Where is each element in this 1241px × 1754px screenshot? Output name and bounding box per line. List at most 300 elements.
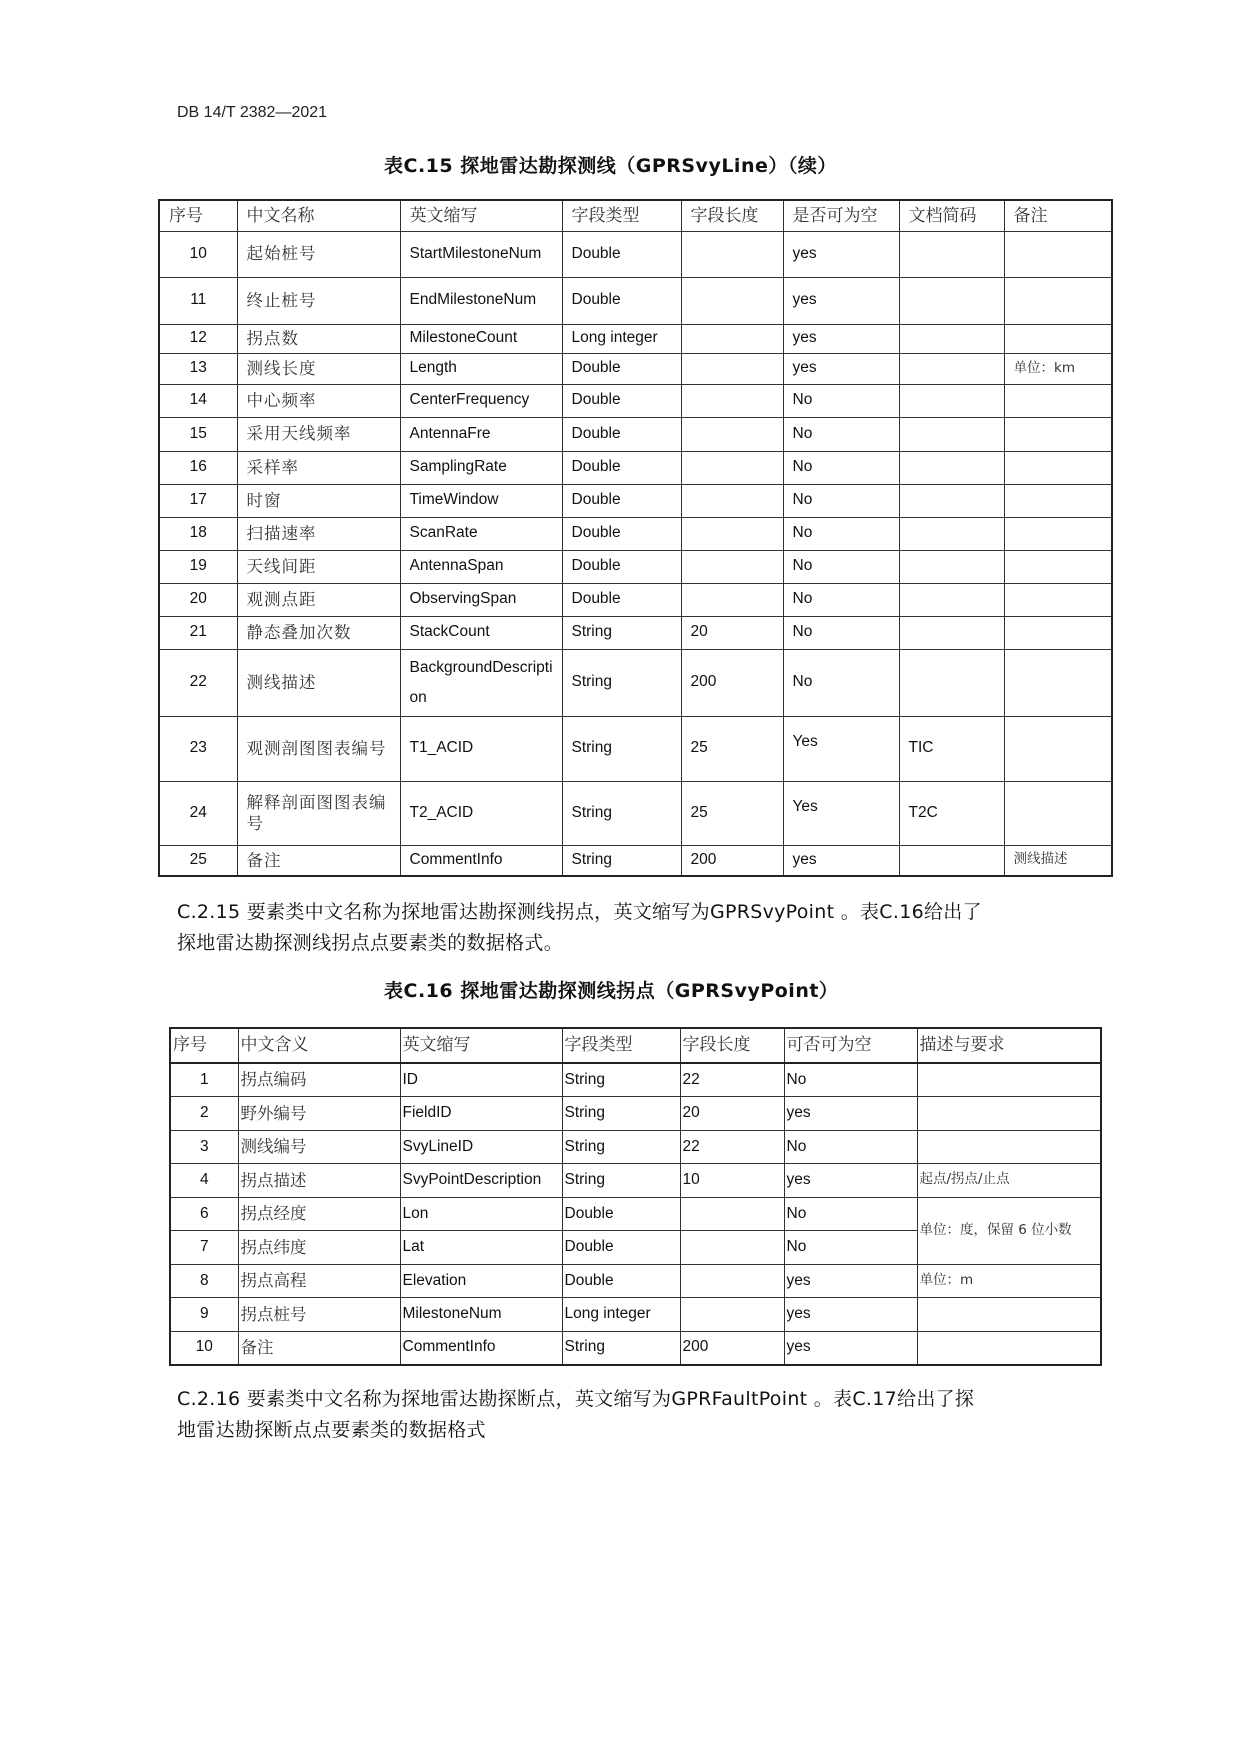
nullable-cell-text: No xyxy=(792,391,813,409)
row-number-cell-text: 25 xyxy=(189,851,207,869)
field-length-cell xyxy=(681,550,783,583)
row-number-cell-text: 24 xyxy=(189,803,207,821)
table-row xyxy=(159,231,1112,277)
field-type-cell-text: String xyxy=(564,1104,605,1122)
en-abbr-cell-text: T1_ACID xyxy=(409,739,474,757)
row-number-cell xyxy=(170,1264,238,1298)
row-number-cell xyxy=(159,649,237,716)
nullable-cell xyxy=(784,1097,917,1131)
row-number-cell xyxy=(159,324,237,353)
en-abbr-cell xyxy=(400,616,562,649)
zh-name-cell-text: 拐点数 xyxy=(246,328,299,348)
nullable-cell xyxy=(783,353,899,384)
field-length-cell xyxy=(681,231,783,277)
row-number-cell xyxy=(170,1331,238,1365)
field-type-cell xyxy=(562,1298,680,1332)
field-length-cell xyxy=(681,517,783,550)
field-type-cell xyxy=(562,451,681,484)
nullable-cell xyxy=(783,324,899,353)
doc-code-cell xyxy=(899,417,1004,451)
en-abbr-cell-text: ID xyxy=(402,1070,418,1088)
nullable-cell xyxy=(783,845,899,876)
zh-name-cell-text: 静态叠加次数 xyxy=(246,622,352,642)
nullable-cell-text: No xyxy=(792,424,813,442)
nullable-cell-text: No xyxy=(792,557,813,575)
nullable-cell-text: Yes xyxy=(792,797,818,815)
field-length-cell xyxy=(681,324,783,353)
nullable-cell-text: No xyxy=(792,590,813,608)
nullable-cell-text: No xyxy=(792,673,813,691)
nullable-cell xyxy=(783,550,899,583)
field-length-cell xyxy=(680,1197,784,1231)
field-length-cell xyxy=(680,1164,784,1198)
paragraph-c215-line1: C.2.15 要素类中文名称为探地雷达勘探测线拐点，英文缩写为GPRSvyPoint 。表C.16给出了 xyxy=(177,901,982,923)
table-row xyxy=(159,451,1112,484)
en-abbr-cell-text: SvyLineID xyxy=(402,1137,474,1155)
zh-name-cell-text: 观测点距 xyxy=(246,589,317,609)
en-abbr-cell-text: CommentInfo xyxy=(402,1338,496,1356)
field-length-cell xyxy=(681,277,783,324)
nullable-cell xyxy=(783,231,899,277)
en-abbr-cell xyxy=(400,1197,562,1231)
description-cell xyxy=(917,1197,1101,1264)
nullable-cell xyxy=(784,1264,917,1298)
col-header-en-abbr: 英文缩写 xyxy=(400,1028,562,1063)
en-abbr-cell-text: AntennaSpan xyxy=(409,557,504,575)
table-c15 xyxy=(158,199,1113,877)
nullable-cell xyxy=(784,1164,917,1198)
row-number-cell xyxy=(159,353,237,384)
table-row xyxy=(159,517,1112,550)
table-row xyxy=(159,716,1112,781)
row-number-cell xyxy=(159,550,237,583)
col-header-nullable: 是否可为空 xyxy=(783,200,899,231)
zh-name-cell-text: 时窗 xyxy=(246,490,282,510)
row-number-cell-text: 11 xyxy=(190,291,207,309)
nullable-cell-text: yes xyxy=(792,851,817,869)
note-cell xyxy=(1004,484,1112,517)
field-type-cell xyxy=(562,845,681,876)
field-type-cell-text: Double xyxy=(571,491,621,509)
nullable-cell xyxy=(783,616,899,649)
row-number-cell-text: 10 xyxy=(189,244,207,262)
field-type-cell xyxy=(562,277,681,324)
en-abbr-cell-text: StartMilestoneNum xyxy=(409,244,542,262)
zh-name-cell-text: 天线间距 xyxy=(246,556,317,576)
en-abbr-cell-text: StackCount xyxy=(409,623,490,641)
en-abbr-cell-text: T2_ACID xyxy=(409,803,474,821)
zh-meaning-cell-text: 拐点编码 xyxy=(240,1070,307,1090)
note-cell xyxy=(1004,231,1112,277)
row-number-cell xyxy=(170,1298,238,1332)
row-number-cell xyxy=(159,781,237,845)
zh-meaning-cell xyxy=(238,1331,400,1365)
zh-name-cell-text: 采用天线频率 xyxy=(246,424,352,444)
col-header-note: 备注 xyxy=(1004,200,1112,231)
row-number-cell-text: 17 xyxy=(189,491,207,509)
zh-meaning-cell-text: 拐点经度 xyxy=(240,1204,307,1224)
row-number-cell-text: 18 xyxy=(189,524,207,542)
nullable-cell xyxy=(783,781,899,845)
field-type-cell-text: Double xyxy=(571,391,621,409)
row-number-cell-text: 21 xyxy=(189,623,207,641)
field-length-cell xyxy=(681,353,783,384)
row-number-cell-text: 12 xyxy=(189,329,207,347)
row-number-cell-text: 23 xyxy=(189,739,207,757)
field-length-cell-text: 10 xyxy=(682,1171,700,1189)
zh-name-cell xyxy=(237,716,400,781)
nullable-cell xyxy=(783,384,899,417)
en-abbr-cell-text: Elevation xyxy=(402,1271,467,1289)
field-length-cell-text: 22 xyxy=(682,1070,700,1088)
field-type-cell xyxy=(562,1130,680,1164)
en-abbr-cell xyxy=(400,1164,562,1198)
zh-name-cell xyxy=(237,231,400,277)
nullable-cell-text: No xyxy=(792,458,813,476)
nullable-cell-text: No xyxy=(792,524,813,542)
doc-code-cell xyxy=(899,451,1004,484)
field-type-cell-text: String xyxy=(571,851,612,869)
description-cell xyxy=(917,1063,1101,1097)
field-length-cell xyxy=(681,451,783,484)
field-type-cell xyxy=(562,384,681,417)
col-header-field-length: 字段长度 xyxy=(680,1028,784,1063)
zh-meaning-cell-text: 备注 xyxy=(240,1337,274,1357)
zh-name-cell xyxy=(237,324,400,353)
field-type-cell-text: Long integer xyxy=(564,1305,651,1323)
zh-meaning-cell-text: 拐点描述 xyxy=(240,1170,307,1190)
table-c15-title: 表C.15 探地雷达勘探测线（GPRSvyLine）（续） xyxy=(384,155,837,177)
field-length-cell xyxy=(681,616,783,649)
en-abbr-cell-text: Lon xyxy=(402,1204,429,1222)
zh-name-cell xyxy=(237,649,400,716)
nullable-cell-text: No xyxy=(786,1238,807,1256)
nullable-cell xyxy=(783,277,899,324)
field-length-cell xyxy=(680,1298,784,1332)
zh-meaning-cell xyxy=(238,1264,400,1298)
en-abbr-cell xyxy=(400,1063,562,1097)
en-abbr-cell-text: AntennaFre xyxy=(409,424,491,442)
row-number-cell-text: 19 xyxy=(189,557,207,575)
nullable-cell-text: yes xyxy=(786,1338,811,1356)
row-number-cell xyxy=(159,451,237,484)
nullable-cell xyxy=(783,583,899,616)
zh-meaning-cell xyxy=(238,1097,400,1131)
nullable-cell-text: yes xyxy=(792,291,817,309)
field-type-cell-text: Double xyxy=(571,557,621,575)
row-number-cell xyxy=(170,1097,238,1131)
note-cell xyxy=(1004,845,1112,876)
field-length-cell xyxy=(680,1130,784,1164)
en-abbr-cell xyxy=(400,384,562,417)
table-row xyxy=(159,324,1112,353)
field-length-cell xyxy=(680,1331,784,1365)
field-type-cell-text: Double xyxy=(564,1271,614,1289)
nullable-cell xyxy=(784,1331,917,1365)
table-row xyxy=(159,583,1112,616)
row-number-cell xyxy=(159,845,237,876)
field-length-cell xyxy=(681,649,783,716)
table-row xyxy=(159,616,1112,649)
nullable-cell-text: No xyxy=(792,623,813,641)
field-type-cell-text: String xyxy=(564,1171,605,1189)
nullable-cell xyxy=(784,1197,917,1231)
field-length-cell xyxy=(680,1264,784,1298)
field-type-cell xyxy=(562,1197,680,1231)
row-number-cell-text: 4 xyxy=(199,1171,209,1189)
field-type-cell xyxy=(562,649,681,716)
row-number-cell-text: 13 xyxy=(189,359,207,377)
en-abbr-cell-text: ScanRate xyxy=(409,524,478,542)
description-cell xyxy=(917,1264,1101,1298)
nullable-cell-text: Yes xyxy=(792,733,818,751)
table-header-row xyxy=(170,1028,1101,1063)
field-length-cell xyxy=(681,781,783,845)
field-type-cell-text: String xyxy=(571,673,612,691)
en-abbr-cell xyxy=(400,417,562,451)
row-number-cell xyxy=(170,1164,238,1198)
nullable-cell-text: yes xyxy=(786,1271,811,1289)
en-abbr-cell xyxy=(400,1331,562,1365)
zh-meaning-cell xyxy=(238,1063,400,1097)
en-abbr-cell xyxy=(400,231,562,277)
nullable-cell xyxy=(783,451,899,484)
note-cell xyxy=(1004,417,1112,451)
col-header-zh-name: 中文名称 xyxy=(237,200,400,231)
row-number-cell xyxy=(159,484,237,517)
field-type-cell-text: Double xyxy=(571,291,621,309)
zh-meaning-cell-text: 拐点高程 xyxy=(240,1271,307,1291)
col-header-no: 序号 xyxy=(170,1028,238,1063)
zh-name-cell xyxy=(237,845,400,876)
zh-name-cell-text: 备注 xyxy=(246,850,282,870)
table-row xyxy=(170,1130,1101,1164)
en-abbr-cell-text: SvyPointDescription xyxy=(402,1171,542,1189)
zh-meaning-cell-text: 拐点纬度 xyxy=(240,1237,307,1257)
en-abbr-cell xyxy=(400,484,562,517)
en-abbr-cell xyxy=(400,324,562,353)
field-length-cell-text: 200 xyxy=(682,1338,709,1356)
paragraph-c216-line1: C.2.16 要素类中文名称为探地雷达勘探断点，英文缩写为GPRFaultPoint 。表C.17给出了探 xyxy=(177,1388,975,1410)
field-type-cell xyxy=(562,1063,680,1097)
nullable-cell xyxy=(784,1298,917,1332)
field-type-cell-text: String xyxy=(564,1338,605,1356)
field-type-cell-text: Double xyxy=(564,1238,614,1256)
en-abbr-cell xyxy=(400,1231,562,1265)
field-type-cell xyxy=(562,781,681,845)
description-cell xyxy=(917,1298,1101,1332)
nullable-cell-text: yes xyxy=(786,1305,811,1323)
en-abbr-cell xyxy=(400,781,562,845)
zh-name-cell-text: 采样率 xyxy=(246,457,299,477)
field-length-cell-text: 22 xyxy=(682,1137,700,1155)
field-type-cell-text: Double xyxy=(571,424,621,442)
row-number-cell-text: 22 xyxy=(189,673,207,691)
note-cell xyxy=(1004,353,1112,384)
zh-name-cell xyxy=(237,781,400,845)
col-header-no: 序号 xyxy=(159,200,237,231)
doc-code-cell xyxy=(899,324,1004,353)
doc-code-cell xyxy=(899,845,1004,876)
doc-code-cell xyxy=(899,277,1004,324)
field-type-cell xyxy=(562,324,681,353)
row-number-cell xyxy=(159,583,237,616)
note-cell xyxy=(1004,781,1112,845)
row-number-cell-text: 14 xyxy=(189,391,207,409)
doc-code-cell xyxy=(899,716,1004,781)
table-row xyxy=(170,1298,1101,1332)
nullable-cell xyxy=(783,484,899,517)
zh-meaning-cell xyxy=(238,1197,400,1231)
field-length-cell xyxy=(681,583,783,616)
en-abbr-cell-text: MilestoneCount xyxy=(409,329,518,347)
table-row xyxy=(159,484,1112,517)
col-header-doc-code: 文档简码 xyxy=(899,200,1004,231)
field-type-cell-text: Double xyxy=(571,458,621,476)
description-cell-text: 单位：度，保留 6 位小数 xyxy=(919,1221,1072,1238)
row-number-cell-text: 16 xyxy=(189,458,207,476)
en-abbr-cell xyxy=(400,277,562,324)
note-cell xyxy=(1004,649,1112,716)
description-cell xyxy=(917,1130,1101,1164)
table-row xyxy=(159,550,1112,583)
table-row xyxy=(159,845,1112,876)
field-length-cell xyxy=(681,384,783,417)
note-cell-text: 单位：km xyxy=(1013,359,1075,376)
nullable-cell xyxy=(783,649,899,716)
field-type-cell xyxy=(562,353,681,384)
row-number-cell-text: 15 xyxy=(189,424,207,442)
field-length-cell-text: 25 xyxy=(690,803,708,821)
row-number-cell xyxy=(170,1197,238,1231)
nullable-cell-text: yes xyxy=(792,359,817,377)
row-number-cell xyxy=(159,417,237,451)
table-row xyxy=(170,1331,1101,1365)
field-type-cell-text: Double xyxy=(571,244,621,262)
en-abbr-cell-text: ObservingSpan xyxy=(409,590,517,608)
field-type-cell xyxy=(562,231,681,277)
en-abbr-cell-text: MilestoneNum xyxy=(402,1305,502,1323)
en-abbr-cell-text: EndMilestoneNum xyxy=(409,291,537,309)
en-abbr-cell-text: Lat xyxy=(402,1238,425,1256)
row-number-cell xyxy=(170,1231,238,1265)
field-length-cell xyxy=(680,1063,784,1097)
row-number-cell-text: 7 xyxy=(199,1238,209,1256)
description-cell-text: 单位：m xyxy=(919,1271,974,1288)
field-length-cell xyxy=(681,845,783,876)
nullable-cell xyxy=(784,1063,917,1097)
note-cell xyxy=(1004,550,1112,583)
col-header-field-type: 字段类型 xyxy=(562,1028,680,1063)
row-number-cell-text: 9 xyxy=(199,1305,209,1323)
nullable-cell xyxy=(784,1231,917,1265)
en-abbr-cell xyxy=(400,517,562,550)
en-abbr-cell xyxy=(400,550,562,583)
table-row xyxy=(159,649,1112,716)
doc-code-cell xyxy=(899,583,1004,616)
col-header-description: 描述与要求 xyxy=(917,1028,1101,1063)
document-code: DB 14/T 2382—2021 xyxy=(177,104,328,121)
en-abbr-cell xyxy=(400,583,562,616)
table-row xyxy=(170,1063,1101,1097)
zh-meaning-cell-text: 测线编号 xyxy=(240,1137,307,1157)
field-type-cell xyxy=(562,484,681,517)
doc-code-cell xyxy=(899,231,1004,277)
zh-name-cell xyxy=(237,583,400,616)
row-number-cell-text: 6 xyxy=(199,1204,209,1222)
zh-name-cell xyxy=(237,517,400,550)
zh-meaning-cell xyxy=(238,1298,400,1332)
row-number-cell xyxy=(159,231,237,277)
row-number-cell xyxy=(159,384,237,417)
field-type-cell-text: String xyxy=(571,739,612,757)
field-length-cell-text: 20 xyxy=(682,1104,700,1122)
field-type-cell xyxy=(562,1164,680,1198)
row-number-cell xyxy=(159,277,237,324)
en-abbr-cell-text: CenterFrequency xyxy=(409,391,530,409)
table-row xyxy=(159,277,1112,324)
table-row xyxy=(170,1164,1101,1198)
table-row xyxy=(170,1264,1101,1298)
doc-code-cell xyxy=(899,384,1004,417)
doc-code-cell xyxy=(899,517,1004,550)
field-type-cell xyxy=(562,716,681,781)
nullable-cell-text: No xyxy=(792,491,813,509)
en-abbr-cell xyxy=(400,649,562,716)
field-length-cell-text: 25 xyxy=(690,739,708,757)
zh-name-cell xyxy=(237,353,400,384)
field-type-cell xyxy=(562,1097,680,1131)
note-cell xyxy=(1004,517,1112,550)
zh-name-cell-text: 观测剖图图表编号 xyxy=(246,738,387,758)
en-abbr-cell-text: FieldID xyxy=(402,1104,452,1122)
field-length-cell-text: 200 xyxy=(690,673,717,691)
note-cell xyxy=(1004,324,1112,353)
zh-name-cell xyxy=(237,277,400,324)
description-cell xyxy=(917,1331,1101,1365)
field-type-cell xyxy=(562,583,681,616)
field-type-cell-text: String xyxy=(564,1137,605,1155)
note-cell xyxy=(1004,716,1112,781)
zh-meaning-cell-text: 野外编号 xyxy=(240,1103,307,1123)
zh-name-cell-text: 终止桩号 xyxy=(246,290,317,310)
row-number-cell xyxy=(159,616,237,649)
doc-code-cell xyxy=(899,781,1004,845)
row-number-cell-text: 3 xyxy=(199,1137,209,1155)
field-type-cell xyxy=(562,1331,680,1365)
field-type-cell-text: String xyxy=(571,803,612,821)
en-abbr-cell xyxy=(400,1264,562,1298)
table-row xyxy=(170,1097,1101,1131)
zh-name-cell xyxy=(237,616,400,649)
table-c16 xyxy=(169,1027,1102,1366)
row-number-cell xyxy=(170,1063,238,1097)
col-header-field-length: 字段长度 xyxy=(681,200,783,231)
row-number-cell-text: 1 xyxy=(199,1070,209,1088)
doc-code-cell xyxy=(899,616,1004,649)
field-length-cell xyxy=(681,716,783,781)
en-abbr-cell-text: TimeWindow xyxy=(409,491,499,509)
field-type-cell xyxy=(562,1264,680,1298)
en-abbr-cell-text: CommentInfo xyxy=(409,851,503,869)
note-cell xyxy=(1004,277,1112,324)
field-type-cell-text: Double xyxy=(571,590,621,608)
nullable-cell-text: yes xyxy=(792,244,817,262)
field-type-cell xyxy=(562,517,681,550)
col-header-en-abbr: 英文缩写 xyxy=(400,200,562,231)
doc-code-cell-text: TIC xyxy=(908,739,934,757)
field-type-cell-text: String xyxy=(571,623,612,641)
